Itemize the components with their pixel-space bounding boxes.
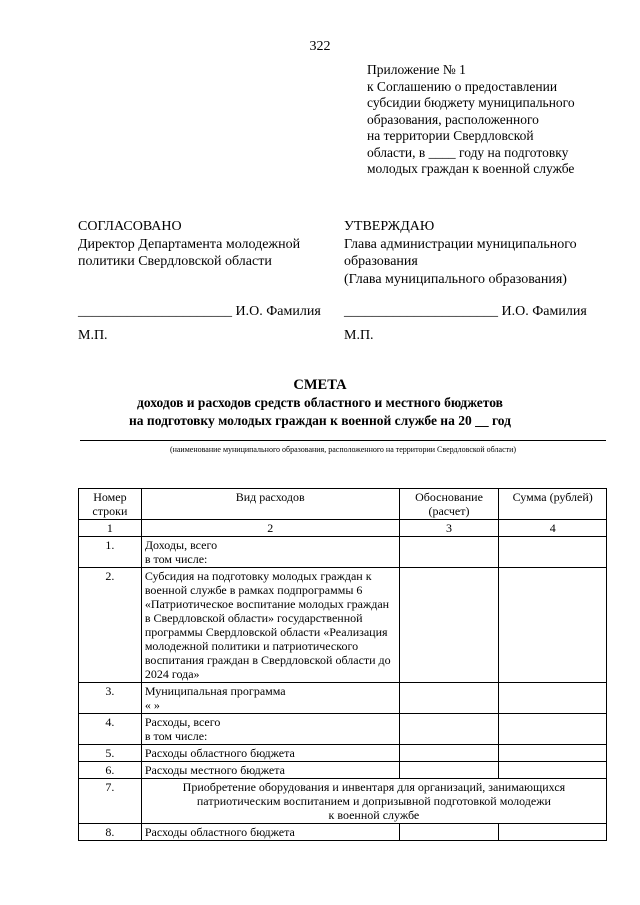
row-number: 1. — [79, 537, 142, 568]
document-title: СМЕТА — [293, 377, 347, 393]
amount-cell[interactable] — [499, 537, 607, 568]
amount-cell[interactable] — [499, 714, 607, 745]
page-number: 322 — [309, 39, 331, 54]
stamp-label-right: М.П. — [344, 328, 374, 343]
appendix-line: субсидии бюджету муниципального — [367, 95, 575, 110]
table-body — [79, 537, 607, 841]
approval-left-block — [78, 218, 300, 271]
row-number: 5. — [79, 745, 142, 762]
header-justification: Обоснование (расчет) — [399, 489, 499, 520]
expense-type-cell: Расходы областного бюджета — [141, 745, 399, 762]
header-amount: Сумма (рублей) — [499, 489, 607, 520]
expense-type-cell: Расходы местного бюджета — [141, 762, 399, 779]
table-row — [79, 568, 607, 683]
approval-line: (Глава муниципального образования) — [344, 271, 567, 287]
table-row — [79, 745, 607, 762]
appendix-line: области, в ____ году на подготовку — [367, 144, 569, 160]
amount-cell[interactable] — [499, 568, 607, 683]
appendix-line: образования, расположенного — [367, 111, 539, 127]
signature-line-right: ______________________ И.О. Фамилия — [344, 304, 587, 319]
header-row-number: Номер строки — [79, 489, 142, 520]
justification-cell[interactable] — [399, 568, 499, 683]
table-row — [79, 714, 607, 745]
expense-type-cell: Муниципальная программа « » — [141, 683, 399, 714]
table-row — [79, 537, 607, 568]
table-header-row — [79, 489, 607, 520]
approval-line: образования — [344, 254, 418, 269]
expense-type-cell: Расходы, всего в том числе: — [141, 714, 399, 745]
approval-heading: СОГЛАСОВАНО — [78, 219, 182, 234]
row-number: 6. — [79, 762, 142, 779]
justification-cell[interactable] — [399, 824, 499, 841]
column-number: 4 — [499, 520, 607, 537]
approval-right-block — [344, 218, 577, 288]
appendix-line: Приложение № 1 — [367, 62, 466, 77]
column-number: 3 — [399, 520, 499, 537]
table-row — [79, 779, 607, 824]
appendix-line: молодых граждан к военной службе — [367, 161, 575, 176]
expense-type-cell: Доходы, всего в том числе: — [141, 537, 399, 568]
document-subtitle-line: на подготовку молодых граждан к военной службе на 20 __ год — [129, 413, 511, 428]
column-number: 2 — [141, 520, 399, 537]
column-number: 1 — [79, 520, 142, 537]
amount-cell[interactable] — [499, 824, 607, 841]
justification-cell[interactable] — [399, 714, 499, 745]
row-number: 4. — [79, 714, 142, 745]
document-subtitle-line: доходов и расходов средств областного и местного бюджетов — [137, 395, 503, 410]
municipality-caption: (наименование муниципального образования, расположенного на территории Свердловской области) — [169, 445, 517, 454]
justification-cell[interactable] — [399, 745, 499, 762]
budget-table — [78, 488, 607, 841]
appendix-note — [367, 62, 627, 178]
approval-line: Глава администрации муниципального — [344, 236, 577, 252]
approval-heading: УТВЕРЖДАЮ — [344, 219, 435, 234]
appendix-line: на территории Свердловской — [367, 128, 534, 143]
expense-type-cell: Приобретение оборудования и инвентаря для организаций, занимающихся патриотическим воспитанием и допризывной подготовкой молодежи к военной службе — [141, 779, 606, 824]
expense-type-cell: Расходы областного бюджета — [141, 824, 399, 841]
amount-cell[interactable] — [499, 683, 607, 714]
amount-cell[interactable] — [499, 745, 607, 762]
column-number-row — [79, 520, 607, 537]
municipality-fill-line — [80, 440, 606, 441]
approval-line: Директор Департамента молодежной — [78, 236, 301, 252]
expense-type-cell: Субсидия на подготовку молодых граждан к военной службе в рамках подпрограммы 6 «Патриотическое воспитание молодых граждан в Свердловской области» государственной программы Свердловской области «Реализация молодежной политики и патриотического воспитания граждан в Свердловской области до 2024 года» — [141, 568, 399, 683]
justification-cell[interactable] — [399, 683, 499, 714]
justification-cell[interactable] — [399, 762, 499, 779]
row-number: 2. — [79, 568, 142, 683]
table-row — [79, 683, 607, 714]
table-row — [79, 824, 607, 841]
justification-cell[interactable] — [399, 537, 499, 568]
approval-line: политики Свердловской области — [78, 254, 272, 269]
stamp-label-left: М.П. — [78, 328, 108, 343]
amount-cell[interactable] — [499, 762, 607, 779]
appendix-line: к Соглашению о предоставлении — [367, 78, 558, 94]
row-number: 8. — [79, 824, 142, 841]
table-row — [79, 762, 607, 779]
row-number: 3. — [79, 683, 142, 714]
row-number: 7. — [79, 779, 142, 824]
signature-line-left: ______________________ И.О. Фамилия — [78, 304, 321, 319]
header-expense-type: Вид расходов — [141, 489, 399, 520]
